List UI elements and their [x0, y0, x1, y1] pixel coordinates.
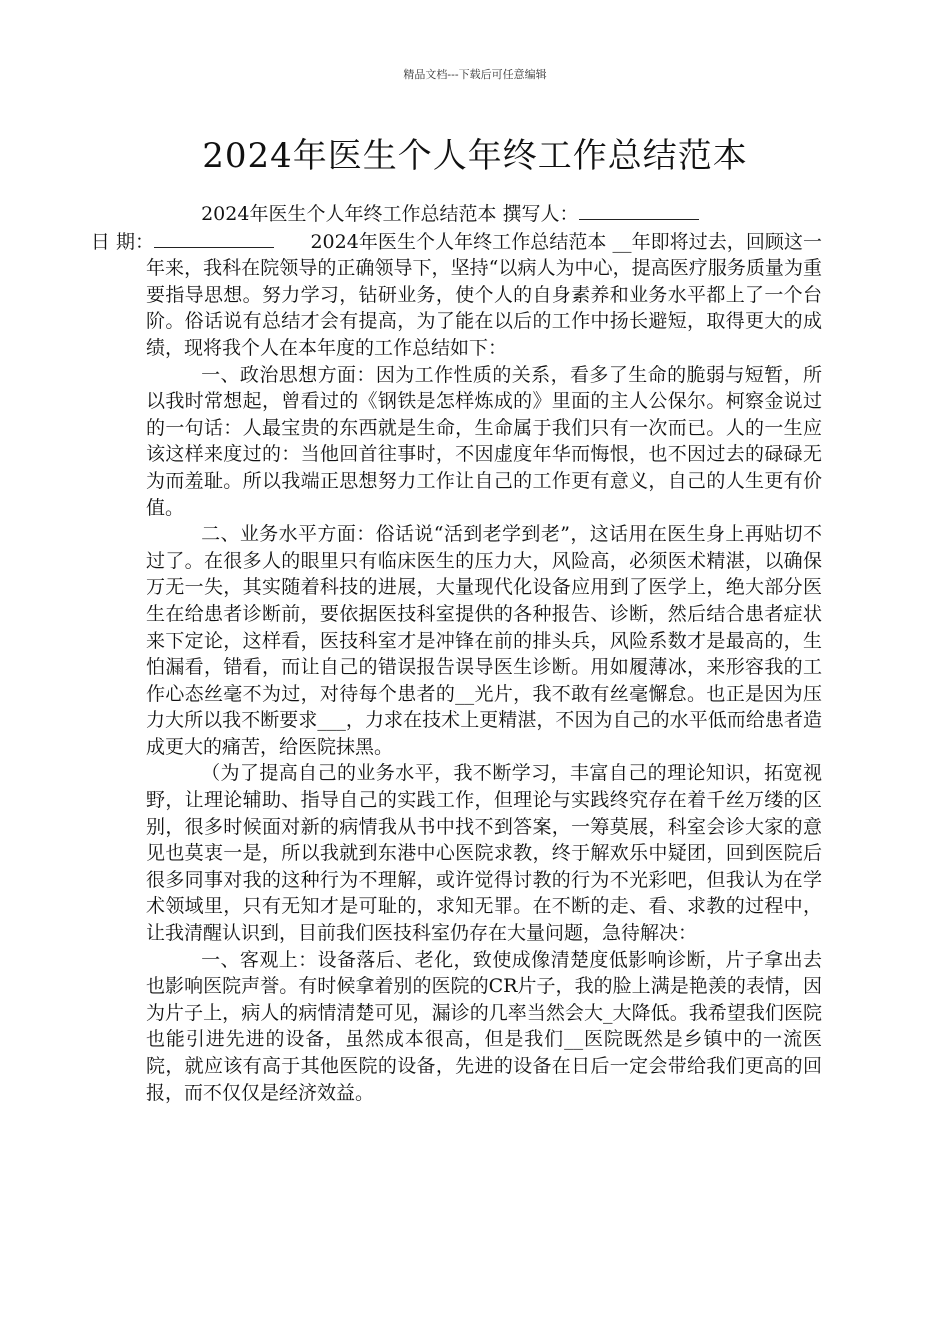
- paragraph-objective: 一、客观上：设备落后、老化，致使成像清楚度低影响诊断，片子拿出去也影响医院声誉。有时候拿着别的医院的CR片子，我的脸上满是艳羡的表情，因为片子上，病人的病情清楚可见，漏诊的几率当然会大_大降低。我希望我们医院也能引进先进的设备，虽然成本很高，但是我们__医院既然是乡镇中的一流医院，就应该有高于其他医院的设备，先进的设备在日后一定会带给我们更高的回报，而不仅仅是经济效益。: [146, 948, 822, 1104]
- author-blank: [579, 200, 699, 220]
- header-note: 精品文档---下载后可任意编辑: [403, 68, 547, 81]
- intro-date-line: [91, 228, 274, 256]
- document-title: 2024年医生个人年终工作总结范本: [202, 136, 748, 176]
- paragraph-study: （为了提高自己的业务水平，我不断学习，丰富自己的理论知识，拓宽视野，让理论辅助、指导自己的实践工作，但理论与实践终究存在着千丝万缕的区别，很多时候面对新的病情我从书中找不到答案，一筹莫展，科室会诊大家的意见也莫衷一是，所以我就到东港中心医院求教，终于解欢乐中疑团，回到医院后很多同事对我的这种行为不理解，或许觉得讨教的行为不光彩吧，但我认为在学术领域里，只有无知才是可耻的，求知无罪。在不断的走、看、求教的过程中，让我清醒认识到，目前我们医技科室仍存在大量问题，急待解决：: [146, 762, 822, 945]
- date-label: 日 期：: [90, 230, 154, 253]
- intro-paragraph: [90, 200, 822, 362]
- date-blank: [154, 228, 274, 248]
- intro-author-line: 2024年医生个人年终工作总结范本 撰写人：: [201, 203, 579, 225]
- intro-text: 2024年医生个人年终工作总结范本 __年即将过去，回顾这一年来，我科在院领导的正确领导下，坚持“以病人为中心，提高医疗服务质量为重要指导思想。努力学习，钻研业务，使个人的自身素养和业务水平都上了一个台阶。俗话说有总结才会有提高，为了能在以后的工作中扬长避短，取得更大的成绩，现将我个人在本年度的工作总结如下：: [146, 230, 822, 359]
- paragraph-business: 二、业务水平方面：俗话说“活到老学到老”，这话用在医生身上再贴切不过了。在很多人的眼里只有临床医生的压力大，风险高，必须医术精湛，以确保万无一失，其实随着科技的进展，大量现代化设备应用到了医学上，绝大部分医生在给患者诊断前，要依据医技科室提供的各种报告、诊断，然后结合患者症状来下定论，这样看，医技科室才是冲锋在前的排头兵，风险系数才是最高的，生怕漏看，错看，而让自己的错误报告误导医生诊断。用如履薄冰，来形容我的工作心态丝毫不为过，对待每个患者的__光片，我不敢有丝毫懈怠。也正是因为压力大所以我不断要求___，力求在技术上更精湛，不因为自己的水平低而给患者造成更大的痛苦，给医院抹黑。: [146, 523, 822, 758]
- document-body: [90, 200, 822, 1106]
- paragraph-politics: 一、政治思想方面：因为工作性质的关系，看多了生命的脆弱与短暂，所以我时常想起，曾看过的《钢铁是怎样炼成的》里面的主人公保尔。柯察金说过的一句话：人最宝贵的东西就是生命，生命属于我们只有一次而已。人的一生应该这样来度过的：当他回首往事时，不因虚度年华而悔恨，也不因过去的碌碌无为而羞耻。所以我端正思想努力工作让自己的工作更有意义，自己的人生更有价值。: [146, 363, 822, 519]
